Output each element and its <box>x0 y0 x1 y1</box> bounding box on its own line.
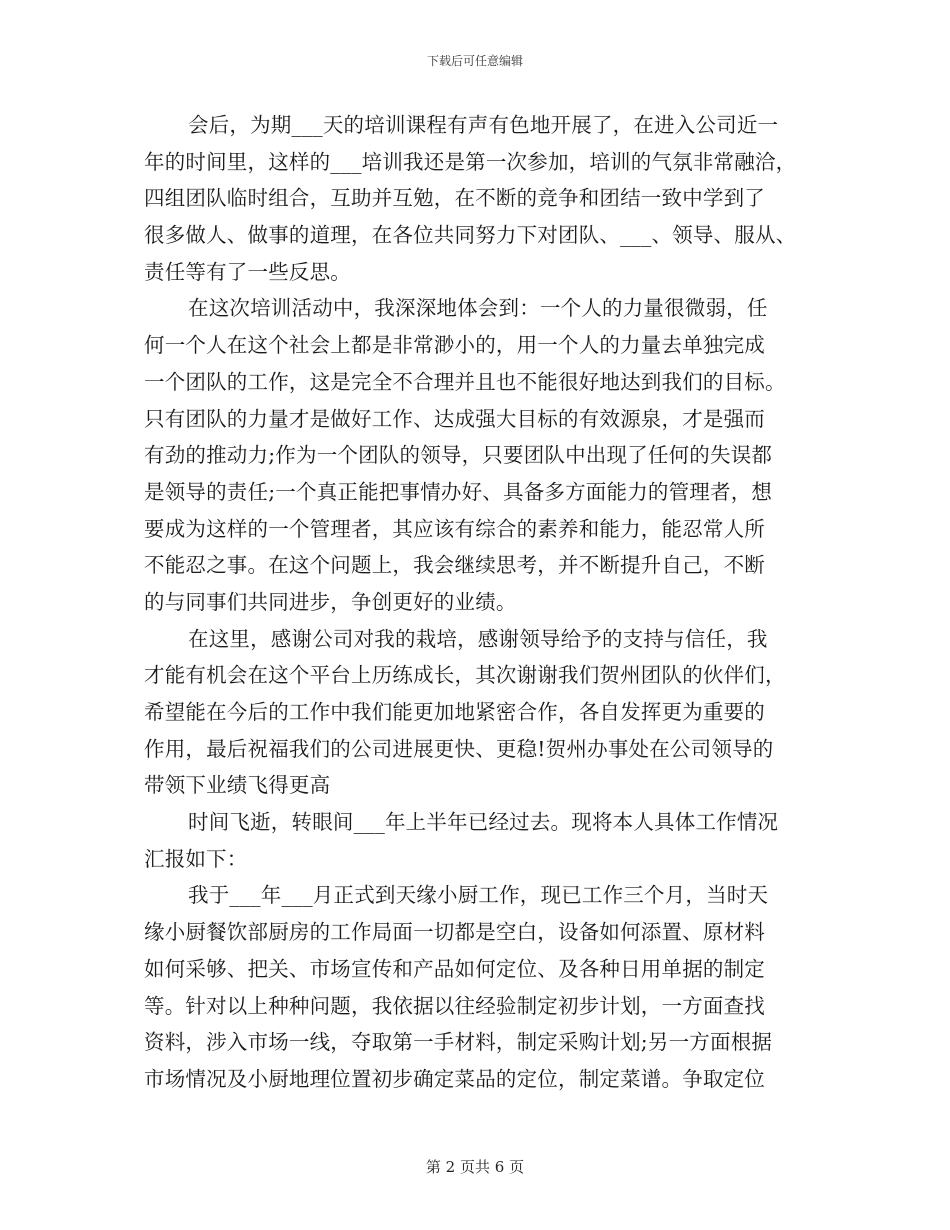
text-line: 我于___年___月正式到天缘小厨工作，现已工作三个月，当时天 <box>188 883 769 908</box>
text-line: 时间飞逝，转眼间___年上半年已经过去。现将本人具体工作情况 <box>188 810 779 835</box>
text-line: 希望能在今后的工作中我们能更加地紧密合作，各自发挥更为重要的 <box>144 700 765 724</box>
text-line: 在这里，感谢公司对我的栽培，感谢领导给予的支持与信任，我 <box>188 626 768 651</box>
text-line: 如何采够、把关、市场宣传和产品如何定位、及各种日用单据的制定 <box>144 956 765 981</box>
text-line: 要成为这样的一个管理者，其应该有综合的素养和能力，能忍常人所 <box>144 516 765 541</box>
page-footer: 第 2 页共 6 页 <box>425 1158 525 1176</box>
text-line: 在这次培训活动中，我深深地体会到：一个人的力量很微弱，任 <box>188 296 768 321</box>
text-line: 的与同事们共同进步，争创更好的业绩。 <box>144 589 517 614</box>
text-line: 会后，为期___天的培训课程有声有色地开展了，在进入公司近一 <box>188 113 779 137</box>
text-line: 作用，最后祝福我们的公司进展更快、更稳!贺州办事处在公司领导的 <box>144 736 774 761</box>
text-line: 汇报如下： <box>144 846 248 871</box>
text-line: 缘小厨餐饮部厨房的工作局面一切都是空白，设备如何添置、原材料 <box>144 920 765 945</box>
page-header: 下载后可任意编辑 <box>426 54 523 68</box>
text-line: 很多做人、做事的道理，在各位共同努力下对团队、___、领导、服从、 <box>144 223 797 248</box>
text-line: 一个团队的工作，这是完全不合理并且也不能很好地达到我们的目标。 <box>144 369 786 394</box>
text-line: 年的时间里，这样的___培训我还是第一次参加，培训的气氛非常融洽， <box>144 149 797 174</box>
text-line: 只有团队的力量才是做好工作、达成强大目标的有效源泉，才是强而 <box>144 406 765 431</box>
text-line: 是领导的责任;一个真正能把事情办好、具备多方面能力的管理者，想 <box>144 479 773 504</box>
text-line: 才能有机会在这个平台上历练成长，其次谢谢我们贺州团队的伙伴们， <box>144 663 786 688</box>
text-line: 市场情况及小厨地理位置初步确定菜品的定位，制定菜谱。争取定位 <box>144 1066 765 1091</box>
text-line: 带领下业绩飞得更高 <box>144 773 331 798</box>
document-body <box>144 107 816 1098</box>
text-line: 责任等有了一些反思。 <box>144 259 351 284</box>
text-line: 有劲的推动力;作为一个团队的领导，只要团队中出现了任何的失误都 <box>144 443 773 468</box>
text-line: 资料，涉入市场一线，夺取第一手材料，制定采购计划;另一方面根据 <box>144 1030 773 1055</box>
text-line: 不能忍之事。在这个问题上，我会继续思考，并不断提升自己，不断 <box>144 553 765 578</box>
text-line: 四组团队临时组合，互助并互勉，在不断的竞争和团结一致中学到了 <box>144 186 765 211</box>
text-line: 何一个人在这个社会上都是非常渺小的，用一个人的力量去单独完成 <box>144 333 765 358</box>
text-line: 等。针对以上种种问题，我依据以往经验制定初步计划，一方面查找 <box>144 993 765 1018</box>
